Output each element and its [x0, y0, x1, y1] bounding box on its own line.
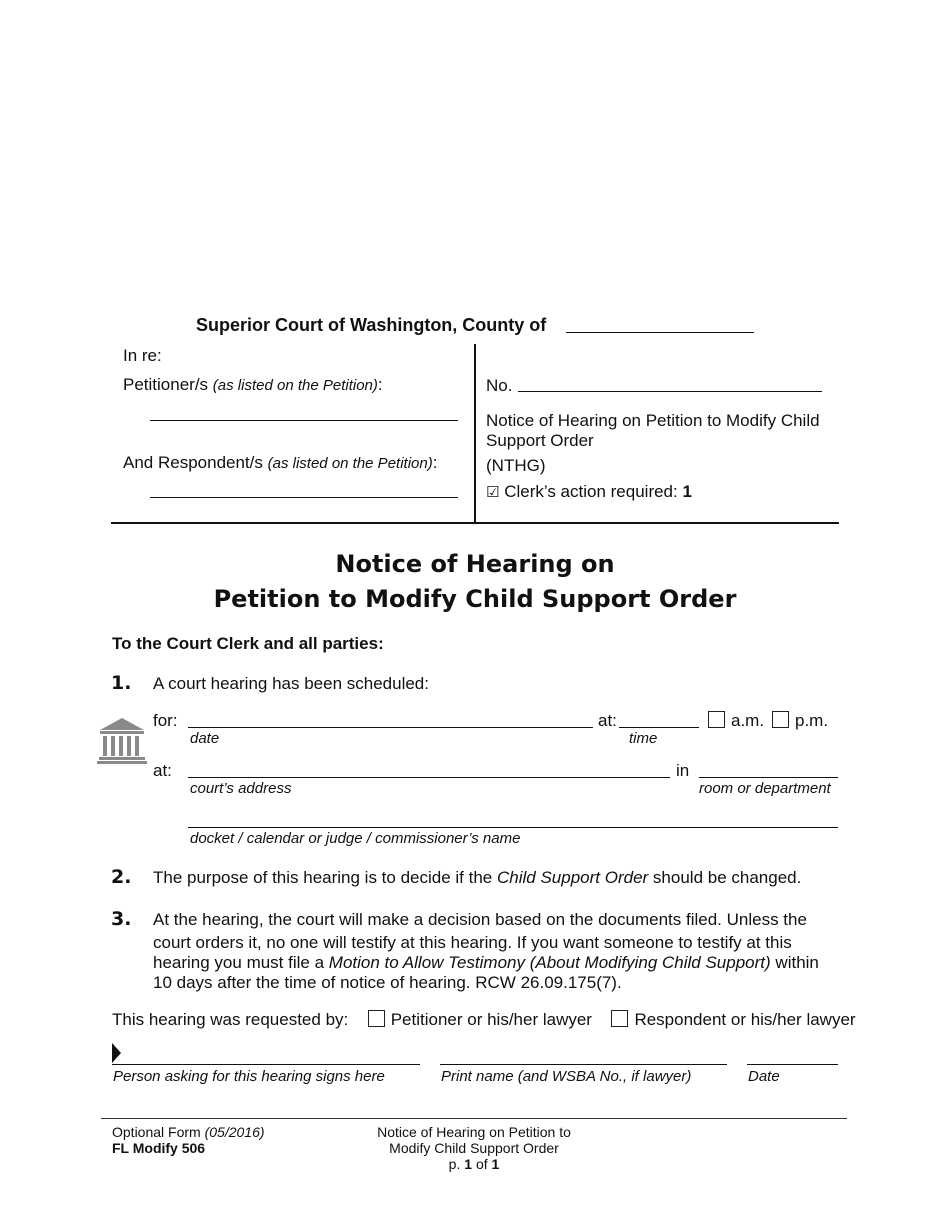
petitioner-name-field[interactable] — [150, 420, 458, 421]
item-2-number: 2. — [111, 866, 132, 888]
court-address-field[interactable] — [188, 777, 670, 778]
item-1-number: 1. — [111, 672, 132, 694]
print-name-field[interactable] — [440, 1064, 727, 1065]
footer-rule — [101, 1118, 847, 1119]
signature-caption: Person asking for this hearing signs here — [113, 1068, 385, 1085]
room-caption: room or department — [699, 780, 831, 797]
petitioner-label: Petitioner/s (as listed on the Petition): — [123, 375, 383, 394]
courthouse-icon — [97, 716, 147, 764]
petitioner-checkbox[interactable] — [368, 1010, 385, 1027]
clerk-action: ☑ Clerk’s action required: 1 — [486, 482, 692, 501]
page-title: Notice of Hearing on Petition to Modify Child Support Order — [213, 550, 737, 613]
print-name-caption: Print name (and WSBA No., if lawyer) — [441, 1068, 692, 1085]
date-field[interactable] — [188, 727, 593, 728]
at-time-label: at: — [598, 711, 617, 730]
petitioner-option[interactable]: Petitioner or his/her lawyer — [368, 1010, 592, 1029]
signature-field[interactable] — [112, 1064, 420, 1065]
item-2-text: The purpose of this hearing is to decide if the Child Support Order should be changed. — [153, 868, 802, 887]
respondent-checkbox[interactable] — [611, 1010, 628, 1027]
case-number-field[interactable] — [518, 391, 822, 392]
respondent-name-field[interactable] — [150, 497, 458, 498]
court-heading: Superior Court of Washington, County of — [196, 315, 547, 335]
county-field[interactable] — [566, 332, 754, 333]
signature-date-field[interactable] — [747, 1064, 838, 1065]
time-field[interactable] — [619, 727, 699, 728]
document-title: Notice of Hearing on Petition to Modify Child Support Order — [486, 411, 820, 450]
in-label: in — [676, 761, 690, 780]
pm-checkbox[interactable] — [772, 711, 789, 728]
pm-option[interactable]: p.m. — [772, 711, 828, 731]
caption-bottom-rule — [111, 522, 839, 524]
checked-box-icon: ☑ — [486, 483, 500, 501]
docket-field[interactable] — [188, 827, 838, 828]
signature-date-caption: Date — [748, 1068, 780, 1085]
respondent-label: And Respondent/s (as listed on the Petition): — [123, 453, 438, 472]
footer-center: Notice of Hearing on Petition to Modify Child Support Order p. 1 of 1 — [344, 1124, 604, 1172]
addressee: To the Court Clerk and all parties: — [112, 634, 384, 653]
at-address-label: at: — [153, 761, 172, 780]
caption-divider — [474, 344, 476, 524]
case-number-label: No. — [486, 376, 513, 395]
room-field[interactable] — [699, 777, 838, 778]
item-1-text: A court hearing has been scheduled: — [153, 674, 429, 693]
requested-by-row: This hearing was requested by: Petitioner or his/her lawyer Respondent or his/her lawyer — [112, 1010, 856, 1029]
am-option[interactable]: a.m. — [708, 711, 764, 731]
item-3-text: At the hearing, the court will make a decision based on the documents filed. Unless the court orders it, no one will testify at this hearing. If you want someone to testify at this hearing you must file a Motion to Allow Testimony (About Modifying Child Support) within 10 days after the time of notice of hearing. RCW 26.09.175(7). — [153, 910, 819, 992]
in-re-label: In re: — [123, 346, 162, 365]
am-checkbox[interactable] — [708, 711, 725, 728]
date-caption: date — [190, 730, 220, 747]
sign-here-arrow-icon — [112, 1043, 122, 1063]
item-3-number: 3. — [111, 908, 132, 930]
address-caption: court’s address — [190, 780, 292, 797]
footer-form-info: Optional Form (05/2016) FL Modify 506 — [112, 1124, 265, 1156]
for-label: for: — [153, 711, 178, 730]
document-code: (NTHG) — [486, 456, 546, 475]
docket-caption: docket / calendar or judge / commissioner’s name — [190, 830, 521, 847]
time-caption: time — [629, 730, 658, 747]
respondent-option[interactable]: Respondent or his/her lawyer — [611, 1010, 855, 1029]
page-indicator: p. 1 of 1 — [448, 1156, 500, 1172]
